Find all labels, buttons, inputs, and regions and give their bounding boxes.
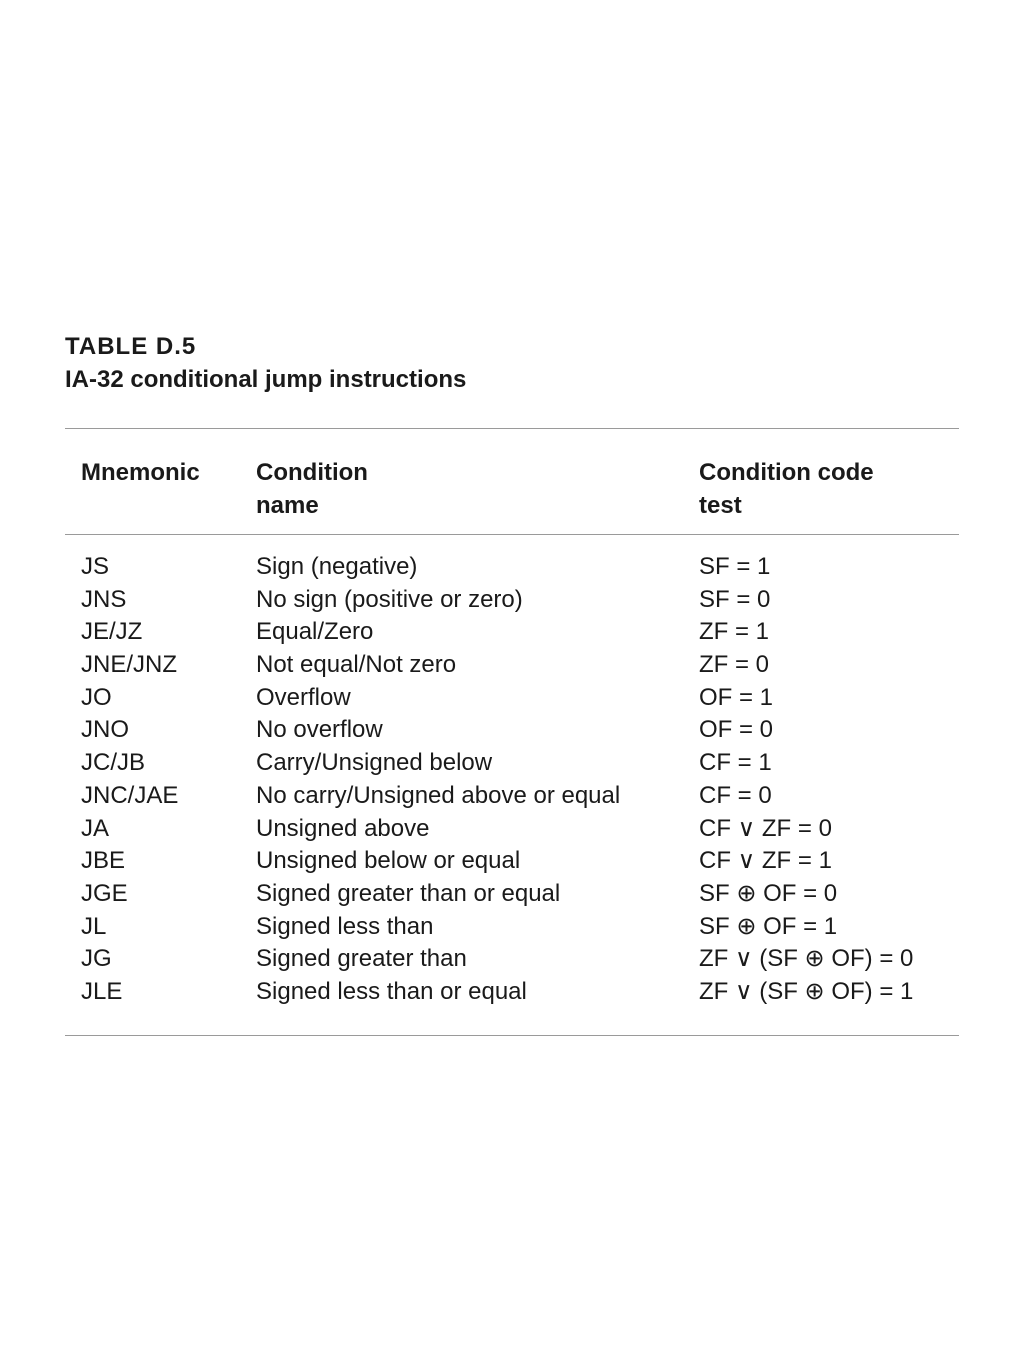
test-cell: ZF ∨ (SF ⊕ OF) = 1 (699, 977, 914, 1005)
table-label: TABLE D.5 (65, 333, 197, 360)
test-cell: SF ⊕ OF = 0 (699, 879, 838, 907)
mnemonic-cell: JO (81, 683, 112, 711)
test-cell: SF = 1 (699, 553, 771, 580)
test-cell: ZF ∨ (SF ⊕ OF) = 0 (699, 945, 914, 973)
table-row (0, 845, 1024, 878)
condition-cell: Equal/Zero (256, 618, 374, 646)
test-cell: SF ⊕ OF = 1 (699, 912, 838, 940)
table-row (0, 649, 1024, 682)
test-cell: ZF = 0 (699, 651, 770, 679)
condition-cell: Carry/Unsigned below (256, 749, 493, 777)
condition-cell: Sign (negative) (256, 553, 418, 580)
test-cell: CF = 0 (699, 781, 772, 809)
test-cell: CF ∨ ZF = 0 (699, 814, 832, 842)
header-condition-name-line2: name (256, 492, 319, 519)
condition-cell: Overflow (256, 683, 351, 711)
table-row (0, 714, 1024, 747)
test-cell: OF = 0 (699, 716, 774, 744)
condition-cell: Signed greater than or equal (256, 879, 561, 907)
test-cell: CF ∨ ZF = 1 (699, 847, 832, 875)
mnemonic-cell: JBE (81, 847, 126, 875)
test-cell: CF = 1 (699, 749, 772, 777)
mnemonic-cell: JGE (81, 879, 128, 907)
condition-cell: Signed greater than (256, 945, 467, 973)
table-row (0, 911, 1024, 944)
table-title: IA-32 conditional jump instructions (65, 366, 467, 393)
mnemonic-cell: JE/JZ (81, 618, 143, 646)
condition-cell: No overflow (256, 716, 383, 744)
table-row (0, 878, 1024, 911)
condition-cell: Signed less than or equal (256, 977, 527, 1005)
mnemonic-cell: JS (81, 553, 110, 580)
table-row (0, 747, 1024, 780)
mnemonic-cell: JG (81, 945, 112, 973)
mnemonic-cell: JA (81, 814, 110, 842)
header-rule (65, 534, 959, 535)
table-body (0, 551, 1024, 1009)
condition-cell: Signed less than (256, 912, 434, 940)
header-condition-name-line1: Condition (256, 459, 368, 486)
table-row (0, 976, 1024, 1009)
table-row (0, 780, 1024, 813)
header-test-line2: test (699, 492, 742, 519)
mnemonic-cell: JNC/JAE (81, 781, 179, 809)
table-row (0, 943, 1024, 976)
condition-cell: No sign (positive or zero) (256, 585, 523, 613)
header-condition-code-test (699, 456, 874, 522)
table-row (0, 813, 1024, 846)
mnemonic-cell: JC/JB (81, 749, 146, 777)
condition-cell: No carry/Unsigned above or equal (256, 781, 621, 809)
condition-cell: Unsigned above (256, 814, 430, 842)
table-row (0, 584, 1024, 617)
table-row (0, 682, 1024, 715)
test-cell: OF = 1 (699, 683, 774, 711)
mnemonic-cell: JNE/JNZ (81, 651, 177, 679)
test-cell: ZF = 1 (699, 618, 770, 646)
mnemonic-cell: JLE (81, 977, 123, 1005)
mnemonic-cell: JNO (81, 716, 129, 744)
test-cell: SF = 0 (699, 585, 771, 613)
mnemonic-cell: JL (81, 912, 107, 940)
condition-cell: Not equal/Not zero (256, 651, 457, 679)
header-test-line1: Condition code (699, 459, 874, 486)
mnemonic-cell: JNS (81, 585, 127, 613)
condition-cell: Unsigned below or equal (256, 847, 521, 875)
table-row (0, 551, 1024, 584)
table-row (0, 616, 1024, 649)
table-caption (65, 330, 466, 396)
bottom-rule (65, 1035, 959, 1036)
header-condition-name (256, 456, 368, 522)
top-rule (65, 428, 959, 429)
header-mnemonic: Mnemonic (81, 459, 200, 486)
